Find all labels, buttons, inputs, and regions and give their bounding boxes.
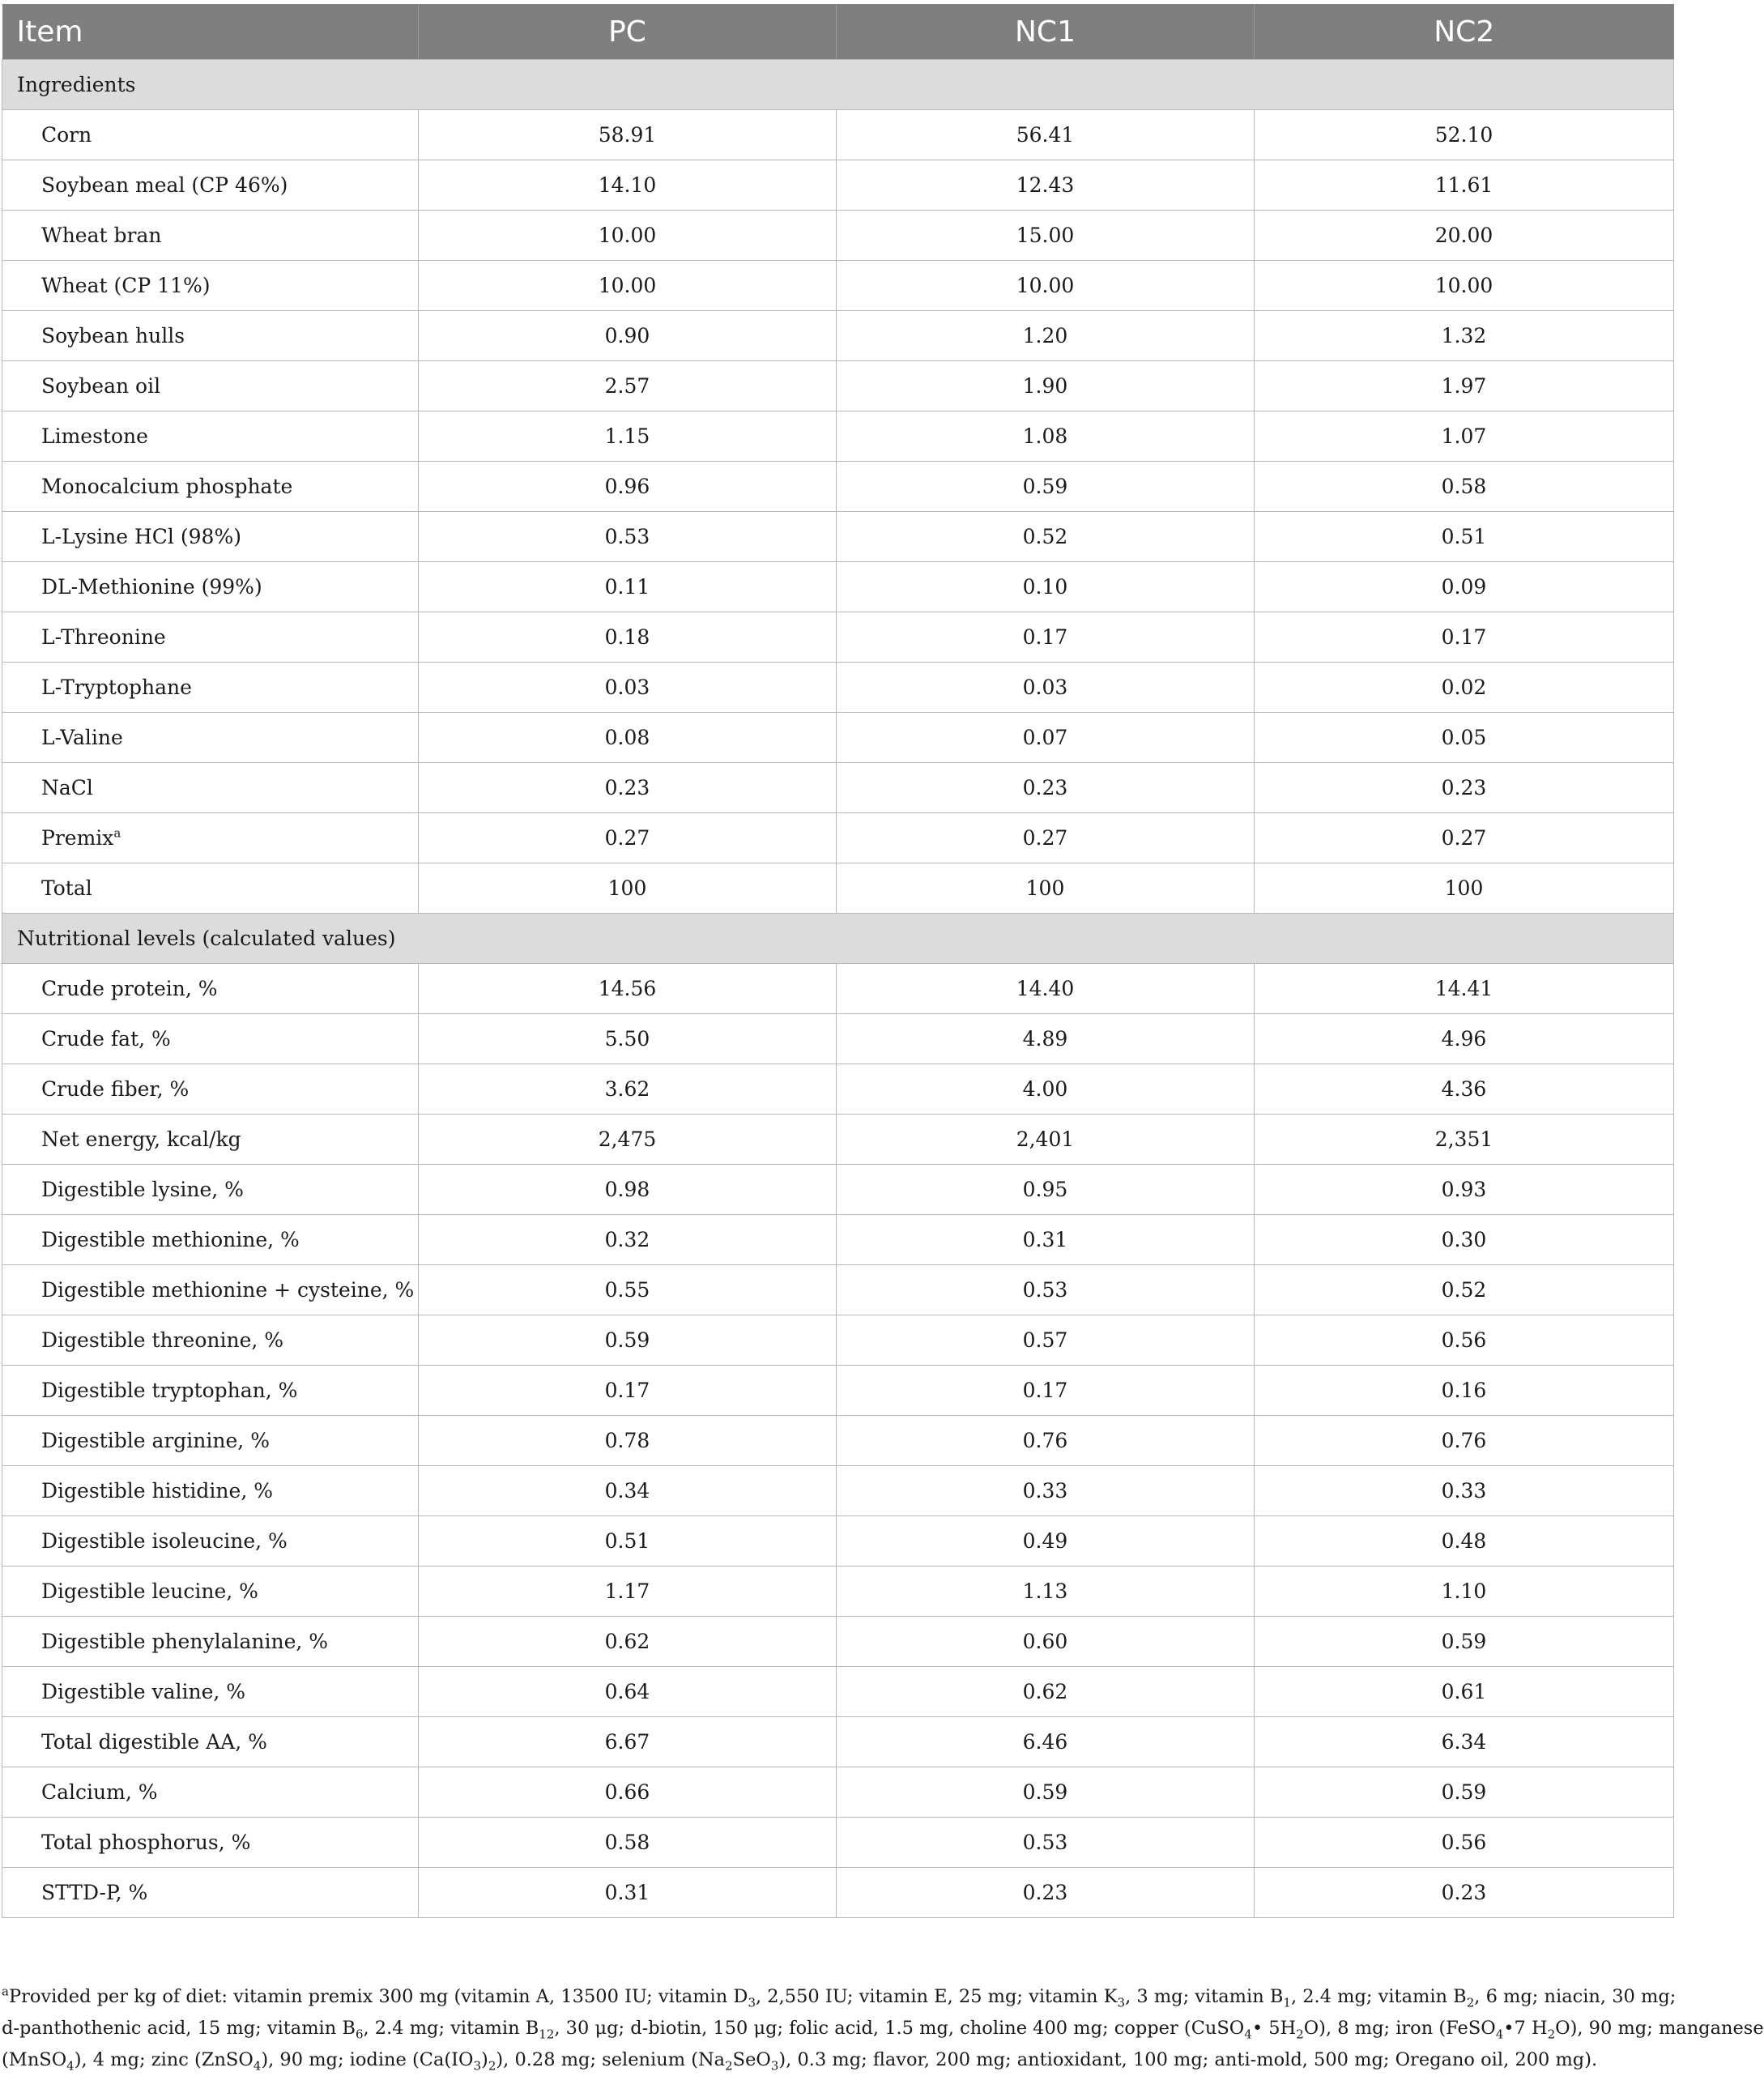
footnote-text: 2	[1296, 2027, 1304, 2042]
nc2-value: 0.48	[1255, 1516, 1674, 1567]
section-header-row	[2, 60, 1674, 110]
footnote-text: )	[481, 2049, 488, 2070]
table-row	[2, 1416, 1674, 1466]
nc2-value: 0.56	[1255, 1315, 1674, 1366]
pc-value: 0.53	[419, 512, 837, 562]
footnote-text: 12	[539, 2027, 555, 2042]
pc-value: 0.31	[419, 1868, 837, 1918]
footnote-text: , 30 μg; d-biotin, 150 μg; folic acid, 1.5 mg, choline 400 mg; copper (CuSO	[554, 2018, 1245, 2039]
row-label-cell	[2, 361, 419, 411]
row-label-cell	[2, 261, 419, 311]
pc-value: 2,475	[419, 1115, 837, 1165]
row-label: Digestible valine, %	[41, 1680, 246, 1703]
pc-value: 100	[419, 863, 837, 914]
nc2-value: 0.30	[1255, 1215, 1674, 1265]
table-row	[2, 1014, 1674, 1064]
row-label-cell	[2, 612, 419, 663]
nc2-value: 0.17	[1255, 612, 1674, 663]
table-row	[2, 1215, 1674, 1265]
header-nc2: NC2	[1255, 4, 1674, 60]
row-label-cell	[2, 512, 419, 562]
pc-value: 14.56	[419, 964, 837, 1014]
row-label-cell	[2, 713, 419, 763]
footnote-text: 6	[355, 2027, 364, 2042]
row-label: Digestible lysine, %	[41, 1178, 244, 1201]
pc-value: 1.15	[419, 411, 837, 462]
table-row	[2, 964, 1674, 1014]
footnote-text: 4	[253, 2058, 262, 2074]
nc1-value: 0.03	[837, 663, 1255, 713]
row-label-cell	[2, 1617, 419, 1667]
row-label-cell	[2, 211, 419, 261]
row-label: Wheat (CP 11%)	[41, 274, 211, 297]
footnote-text: , 2.4 mg; vitamin B	[1290, 1986, 1467, 2007]
pc-value: 1.17	[419, 1567, 837, 1617]
row-label-cell	[2, 1516, 419, 1567]
footnote-text: , 3 mg; vitamin B	[1125, 1986, 1284, 2007]
nc1-value: 0.59	[837, 462, 1255, 512]
nc2-value: 0.09	[1255, 562, 1674, 612]
table-row	[2, 1617, 1674, 1667]
nc2-value: 1.97	[1255, 361, 1674, 411]
header-pc: PC	[419, 4, 837, 60]
nc1-value: 10.00	[837, 261, 1255, 311]
table-row	[2, 1717, 1674, 1767]
row-label-cell	[2, 1567, 419, 1617]
table-row	[2, 1868, 1674, 1918]
nc1-value: 4.89	[837, 1014, 1255, 1064]
nc2-value: 0.76	[1255, 1416, 1674, 1466]
pc-value: 0.98	[419, 1165, 837, 1215]
table-row	[2, 1818, 1674, 1868]
pc-value: 3.62	[419, 1064, 837, 1115]
pc-value: 0.11	[419, 562, 837, 612]
row-label: Total phosphorus, %	[41, 1831, 251, 1854]
nc2-value: 0.23	[1255, 763, 1674, 813]
table-row	[2, 411, 1674, 462]
pc-value: 0.90	[419, 311, 837, 361]
table-row	[2, 1366, 1674, 1416]
nc1-value: 0.33	[837, 1466, 1255, 1516]
row-label-cell	[2, 1868, 419, 1918]
table-row	[2, 1767, 1674, 1818]
table-row	[2, 1265, 1674, 1315]
row-label: Total	[41, 876, 92, 900]
nc2-value: 4.36	[1255, 1064, 1674, 1115]
pc-value: 0.03	[419, 663, 837, 713]
nc2-value: 0.52	[1255, 1265, 1674, 1315]
footnote-text: • 5H	[1251, 2018, 1297, 2039]
section-title: Nutritional levels (calculated values)	[2, 914, 1674, 964]
nc1-value: 0.31	[837, 1215, 1255, 1265]
nc1-value: 0.57	[837, 1315, 1255, 1366]
row-label-cell	[2, 1767, 419, 1818]
pc-value: 10.00	[419, 261, 837, 311]
footnote-text: ), 90 mg; iodine (Ca(IO	[261, 2049, 474, 2070]
row-label: Digestible methionine, %	[41, 1228, 300, 1251]
table-body	[2, 60, 1674, 1918]
footnote-text: 3	[473, 2058, 482, 2074]
row-label: Digestible isoleucine, %	[41, 1529, 288, 1553]
row-label-cell	[2, 562, 419, 612]
pc-value: 6.67	[419, 1717, 837, 1767]
row-label-cell	[2, 813, 419, 863]
row-label-cell	[2, 1064, 419, 1115]
nc2-value: 0.61	[1255, 1667, 1674, 1717]
nc2-value: 0.33	[1255, 1466, 1674, 1516]
row-label: Limestone	[41, 424, 148, 448]
nc1-value: 0.17	[837, 1366, 1255, 1416]
row-label: NaCl	[41, 776, 93, 799]
footnote-text: 2	[488, 2058, 496, 2074]
row-label-cell	[2, 1717, 419, 1767]
pc-value: 0.08	[419, 713, 837, 763]
footnote-text: 3	[748, 1995, 756, 2010]
nc2-value: 0.56	[1255, 1818, 1674, 1868]
nc1-value: 12.43	[837, 160, 1255, 211]
pc-value: 0.23	[419, 763, 837, 813]
diet-composition-table	[2, 4, 1674, 1918]
footnote-text: ), 0.3 mg; flavor, 200 mg; antioxidant, 100 mg; anti-mold, 500 mg; Oregano oil, 200 mg).	[778, 2049, 1598, 2070]
nc1-value: 1.20	[837, 311, 1255, 361]
table-row	[2, 110, 1674, 160]
table-row	[2, 1165, 1674, 1215]
row-label: Wheat bran	[41, 224, 162, 247]
nc1-value: 0.17	[837, 612, 1255, 663]
pc-value: 2.57	[419, 361, 837, 411]
nc2-value: 1.32	[1255, 311, 1674, 361]
footnote-text: •7 H	[1503, 2018, 1548, 2039]
nc2-value: 11.61	[1255, 160, 1674, 211]
footnote-text: , 2.4 mg; vitamin B	[363, 2018, 539, 2039]
row-label: Soybean oil	[41, 374, 161, 398]
table-row	[2, 1466, 1674, 1516]
footnote-text: SeO	[732, 2049, 771, 2070]
pc-value: 0.51	[419, 1516, 837, 1567]
footnote-text: 4	[1495, 2027, 1504, 2042]
footnote-text: a	[2, 1984, 9, 1999]
nc2-value: 0.16	[1255, 1366, 1674, 1416]
nc2-value: 0.27	[1255, 813, 1674, 863]
row-label-cell	[2, 1165, 419, 1215]
row-label: Digestible arginine, %	[41, 1429, 270, 1452]
nc2-value: 100	[1255, 863, 1674, 914]
footnote-line	[2, 1981, 1677, 2013]
table-row	[2, 562, 1674, 612]
row-label: Soybean meal (CP 46%)	[41, 173, 288, 197]
row-label-cell	[2, 1315, 419, 1366]
nc2-value: 0.58	[1255, 462, 1674, 512]
pc-value: 0.18	[419, 612, 837, 663]
footnote-text: O), 90 mg; manganese	[1555, 2018, 1764, 2039]
pc-value: 10.00	[419, 211, 837, 261]
footnote-text: Provided per kg of diet: vitamin premix 300 mg (vitamin A, 13500 IU; vitamin D	[8, 1986, 748, 2007]
nc1-value: 0.53	[837, 1265, 1255, 1315]
nc2-value: 0.05	[1255, 713, 1674, 763]
section-title: Ingredients	[2, 60, 1674, 110]
nc1-value: 0.53	[837, 1818, 1255, 1868]
nc1-value: 0.23	[837, 763, 1255, 813]
nc1-value: 2,401	[837, 1115, 1255, 1165]
footnote-text: 1	[1283, 1995, 1291, 2010]
nc1-value: 0.52	[837, 512, 1255, 562]
nc1-value: 4.00	[837, 1064, 1255, 1115]
row-label: STTD-P, %	[41, 1881, 148, 1904]
table-row	[2, 1516, 1674, 1567]
nc1-value: 15.00	[837, 211, 1255, 261]
row-label: L-Tryptophane	[41, 676, 192, 699]
nc2-value: 1.07	[1255, 411, 1674, 462]
row-label: Digestible phenylalanine, %	[41, 1630, 329, 1653]
nc1-value: 6.46	[837, 1717, 1255, 1767]
row-label: L-Valine	[41, 726, 123, 749]
row-label: Soybean hulls	[41, 324, 185, 347]
nc1-value: 0.10	[837, 562, 1255, 612]
footnote-text: , 6 mg; niacin, 30 mg;	[1474, 1986, 1677, 2007]
row-label-cell	[2, 1265, 419, 1315]
nc2-value: 1.10	[1255, 1567, 1674, 1617]
pc-value: 0.32	[419, 1215, 837, 1265]
nc2-value: 52.10	[1255, 110, 1674, 160]
footnote-text: ), 4 mg; zinc (ZnSO	[74, 2049, 254, 2070]
nc1-value: 0.27	[837, 813, 1255, 863]
row-label-cell	[2, 1215, 419, 1265]
nc1-value: 0.49	[837, 1516, 1255, 1567]
footnote-text: 2	[1547, 2027, 1556, 2042]
nc1-value: 1.90	[837, 361, 1255, 411]
pc-value: 0.17	[419, 1366, 837, 1416]
row-label-cell	[2, 1366, 419, 1416]
nc2-value: 0.59	[1255, 1617, 1674, 1667]
row-label: Net energy, kcal/kg	[41, 1128, 241, 1151]
nc2-value: 6.34	[1255, 1717, 1674, 1767]
pc-value: 5.50	[419, 1014, 837, 1064]
row-label: Corn	[41, 123, 92, 147]
nc1-value: 0.23	[837, 1868, 1255, 1918]
footnote-text: 4	[1244, 2027, 1252, 2042]
table-row	[2, 713, 1674, 763]
row-label-cell	[2, 1014, 419, 1064]
table-header-row	[2, 4, 1674, 60]
nc2-value: 0.59	[1255, 1767, 1674, 1818]
row-label-cell	[2, 964, 419, 1014]
footnote-text: 3	[1117, 1995, 1126, 2010]
row-label: Digestible histidine, %	[41, 1479, 273, 1503]
table-row	[2, 863, 1674, 914]
nc2-value: 14.41	[1255, 964, 1674, 1014]
row-label-cell	[2, 1115, 419, 1165]
pc-value: 0.59	[419, 1315, 837, 1366]
pc-value: 58.91	[419, 110, 837, 160]
row-label: DL-Methionine (99%)	[41, 575, 262, 599]
row-label: Digestible methionine + cysteine, %	[41, 1278, 415, 1302]
row-label-cell	[2, 462, 419, 512]
row-label: Crude protein, %	[41, 977, 218, 1000]
table-row	[2, 160, 1674, 211]
table-row	[2, 763, 1674, 813]
row-label: Premix	[41, 826, 114, 850]
row-label-cell	[2, 1466, 419, 1516]
nc1-value: 0.95	[837, 1165, 1255, 1215]
row-label-cell	[2, 1667, 419, 1717]
nc2-value: 10.00	[1255, 261, 1674, 311]
footnote-text: 3	[770, 2058, 779, 2074]
table-row	[2, 361, 1674, 411]
pc-value: 0.58	[419, 1818, 837, 1868]
footnote-text: , 2,550 IU; vitamin E, 25 mg; vitamin K	[755, 1986, 1118, 2007]
row-label-cell	[2, 311, 419, 361]
row-label: L-Threonine	[41, 625, 166, 649]
pc-value: 0.96	[419, 462, 837, 512]
row-label: Total digestible AA, %	[41, 1730, 267, 1754]
row-label-cell	[2, 1416, 419, 1466]
row-label: Digestible threonine, %	[41, 1328, 284, 1352]
row-label: Crude fat, %	[41, 1027, 171, 1051]
section-header-row	[2, 914, 1674, 964]
row-label-cell	[2, 1818, 419, 1868]
footnote-text: 4	[66, 2058, 75, 2074]
nc1-value: 0.59	[837, 1767, 1255, 1818]
table-row	[2, 1315, 1674, 1366]
footnote-text: ), 0.28 mg; selenium (Na	[496, 2049, 726, 2070]
nc1-value: 0.76	[837, 1416, 1255, 1466]
pc-value: 0.55	[419, 1265, 837, 1315]
row-label-cell	[2, 663, 419, 713]
footnote-text: O), 8 mg; iron (FeSO	[1303, 2018, 1496, 2039]
row-label-cell	[2, 411, 419, 462]
pc-value: 0.62	[419, 1617, 837, 1667]
footnote-text: d-panthothenic acid, 15 mg; vitamin B	[2, 2018, 356, 2039]
nc1-value: 14.40	[837, 964, 1255, 1014]
pc-value: 0.27	[419, 813, 837, 863]
nc2-value: 4.96	[1255, 1014, 1674, 1064]
table-row	[2, 1064, 1674, 1115]
row-label: Digestible tryptophan, %	[41, 1379, 298, 1402]
row-label: Calcium, %	[41, 1780, 158, 1804]
table-row	[2, 612, 1674, 663]
footnote-text: 2	[1466, 1995, 1475, 2010]
table-row	[2, 512, 1674, 562]
footnote-text: (MnSO	[2, 2049, 67, 2070]
nc2-value: 20.00	[1255, 211, 1674, 261]
row-label: Digestible leucine, %	[41, 1579, 258, 1603]
table-row	[2, 663, 1674, 713]
table-row	[2, 311, 1674, 361]
table-row	[2, 813, 1674, 863]
pc-value: 0.66	[419, 1767, 837, 1818]
nc2-value: 0.93	[1255, 1165, 1674, 1215]
footnote-line	[2, 2013, 1764, 2044]
nc2-value: 2,351	[1255, 1115, 1674, 1165]
nc1-value: 1.13	[837, 1567, 1255, 1617]
table-footnote	[2, 1981, 1764, 2076]
header-nc1: NC1	[837, 4, 1255, 60]
row-label: Crude fiber, %	[41, 1077, 190, 1101]
nc1-value: 100	[837, 863, 1255, 914]
table-row	[2, 462, 1674, 512]
table-row	[2, 1667, 1674, 1717]
row-label-cell	[2, 160, 419, 211]
nc1-value: 0.07	[837, 713, 1255, 763]
nc2-value: 0.02	[1255, 663, 1674, 713]
footnote-marker: a	[113, 825, 121, 841]
nc1-value: 0.62	[837, 1667, 1255, 1717]
nc2-value: 0.23	[1255, 1868, 1674, 1918]
nc1-value: 1.08	[837, 411, 1255, 462]
row-label-cell	[2, 763, 419, 813]
pc-value: 0.34	[419, 1466, 837, 1516]
row-label-cell	[2, 863, 419, 914]
nc2-value: 0.51	[1255, 512, 1674, 562]
table-row	[2, 211, 1674, 261]
footnote-line	[2, 2044, 1670, 2076]
pc-value: 0.64	[419, 1667, 837, 1717]
row-label-cell	[2, 110, 419, 160]
pc-value: 14.10	[419, 160, 837, 211]
table-row	[2, 1567, 1674, 1617]
nc1-value: 0.60	[837, 1617, 1255, 1667]
footnote-text: 2	[725, 2058, 733, 2074]
header-item: Item	[2, 4, 419, 60]
nc1-value: 56.41	[837, 110, 1255, 160]
pc-value: 0.78	[419, 1416, 837, 1466]
table-row	[2, 261, 1674, 311]
table-row	[2, 1115, 1674, 1165]
row-label: L-Lysine HCl (98%)	[41, 525, 241, 548]
row-label: Monocalcium phosphate	[41, 475, 293, 498]
